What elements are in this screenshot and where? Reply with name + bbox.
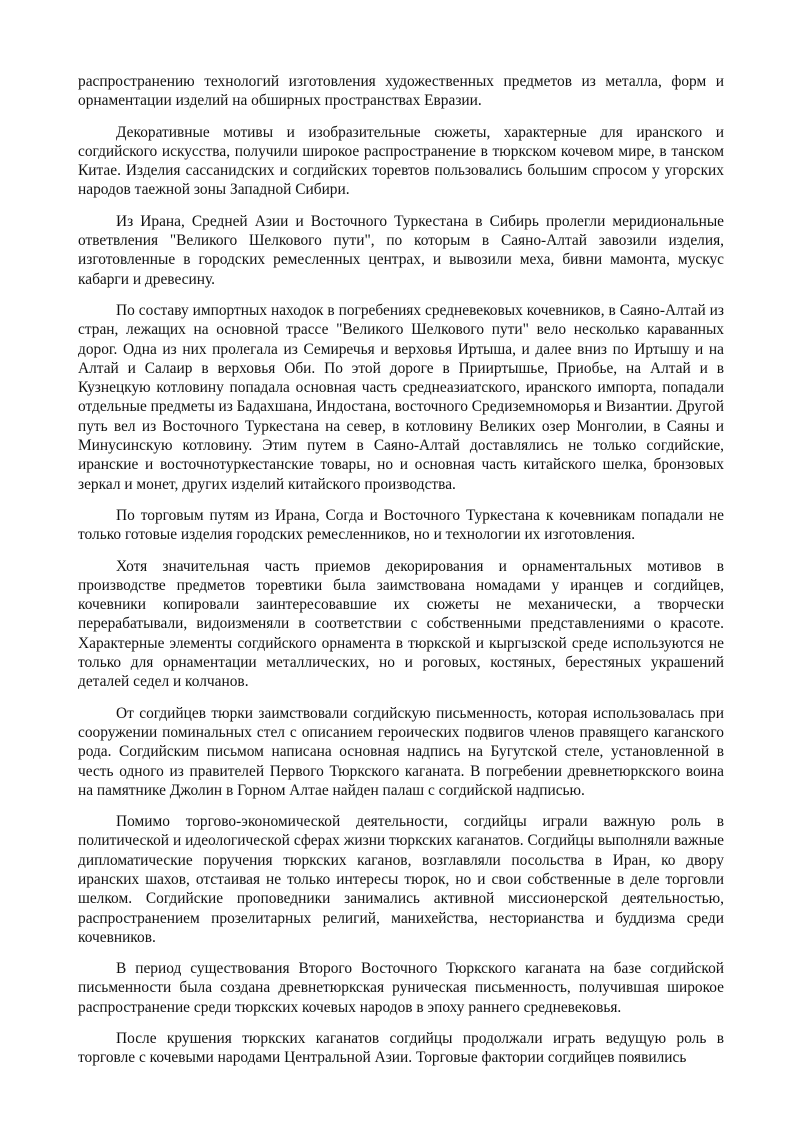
paragraph-political-role: Помимо торгово-экономической деятельности, согдийцы играли важную роль в политической и идеологической сферах жизни тюркских каганатов. Согдийцы выполняли важные дипломатические поручения тюркских каганов, возглавляли посольства в Иран, ко двору иранских шахов, отстаивая не только интересы тюрок, но и свои собственные в деле торговли шелком. Согдийские проповедники занимались активной миссионерской деятельностью, распространением прозелитарных религий, манихейства, несторианства и буддизма среди кочевников. [78,813,724,946]
paragraph-sogdian-script: От согдийцев тюрки заимствовали согдийскую письменность, которая использовалась при сооружении поминальных стел с описанием героических подвигов членов правящего каганского рода. Согдийским письмом написана основная надпись на Бугутской стеле, установленной в честь одного из правителей Первого Тюркского каганата. В погребении древнетюркского воина на памятнике Джолин в Горном Алтае найден палаш с согдийской надписью. [78,704,724,799]
paragraph-trade-technologies: По торговым путям из Ирана, Согда и Восточного Туркестана к кочевникам попадали не только готовые изделия городских ремесленников, но и технологии их изготовления. [78,506,724,544]
paragraph-decoration-borrowing: Хотя значительная часть приемов декорирования и орнаментальных мотивов в производстве предметов торевтики была заимствована номадами у иранцев и согдийцев, кочевники копировали заинтересовавшие их сюжеты не механически, а творчески перерабатывали, видоизменяли в соответствии с собственными представлениями о красоте. Характерные элементы согдийского орнамента в тюркской и кыргызской среде используются не только для орнаментации металлических, но и роговых, костяных, берестяных украшений деталей седел и колчанов. [78,557,724,691]
document-page [78,72,724,1080]
paragraph-decorative-motifs: Декоративные мотивы и изобразительные сюжеты, характерные для иранского и согдийского искусства, получили широкое распространение в тюркском кочевом мире, в танском Китае. Изделия сассанидских и согдийских торевтов пользовались большим спросом у угорских народов таежной зоны Западной Сибири. [78,123,724,199]
paragraph-continuation: распространению технологий изготовления художественных предметов из металла, форм и орнаментации изделий на обширных пространствах Евразии. [78,73,724,110]
paragraph-after-khaganates: После крушения тюркских каганатов согдийцы продолжали играть ведущую роль в торговле с кочевыми народами Центральной Азии. Торговые фактории согдийцев появились [78,1030,724,1067]
paragraph-runic-script: В период существования Второго Восточного Тюркского каганата на базе согдийской письменности была создана древнетюркская руническая письменность, получившая широкое распространение среди тюркских кочевых народов в эпоху раннего средневековья. [78,960,724,1016]
paragraph-silk-road-branches: Из Ирана, Средней Азии и Восточного Туркестана в Сибирь пролегли меридиональные ответвления "Великого Шелкового пути", по которым в Саяно-Алтай завозили изделия, изготовленные в городских ремесленных центрах, и вывозили меха, бивни мамонта, мускус кабарги и древесину. [78,212,724,288]
paragraph-caravan-routes: По составу импортных находок в погребениях средневековых кочевников, в Саяно-Алтай из стран, лежащих на основной трассе "Великого Шелкового пути" вело несколько караванных дорог. Одна из них пролегала из Семиречья и верховья Иртыша, и далее вниз по Иртышу и на Алтай и Салаир в верховья Оби. По этой дороге в Прииртышье, Приобье, на Алтай и в Кузнецкую котловину попадала основная часть среднеазиатского, иранского импорта, попадали отдельные предметы из Бадахшана, Индостана, восточного Средиземноморья и Византии. Другой путь вел из Восточного Туркестана на север, в котловину Великих озер Монголии, в Саяны и Минусинскую котловину. Этим путем в Саяно-Алтай доставлялись не только согдийские, иранские и восточнотуркестанские товары, но и основная часть китайского шелка, бронзовых зеркал и монет, других изделий китайского производства. [78,301,724,493]
